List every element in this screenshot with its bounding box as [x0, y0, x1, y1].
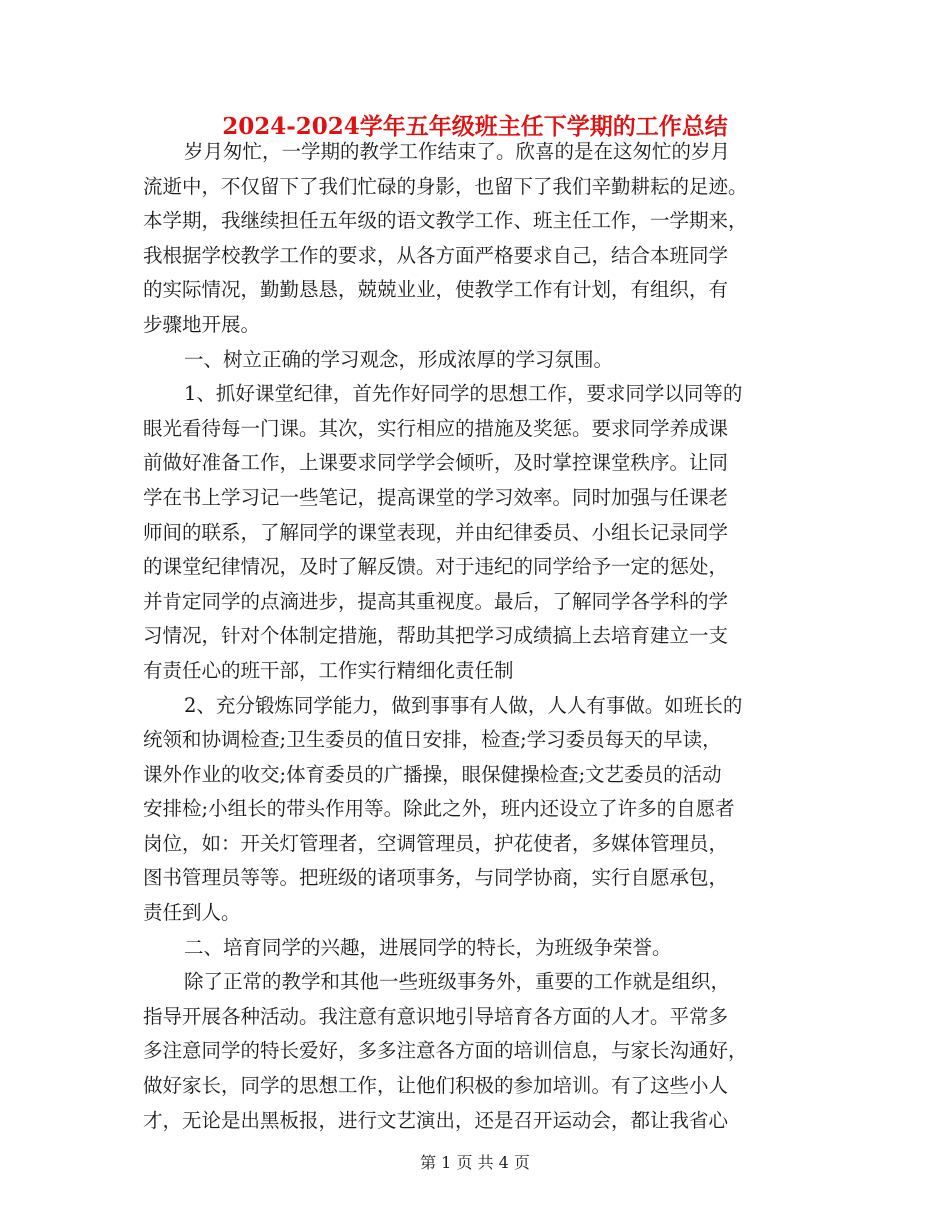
body-line: 指导开展各种活动。我注意有意识地引导培育各方面的人才。平常多	[143, 1004, 729, 1028]
section-heading: 一、树立正确的学习观念，形成浓厚的学习氛围。	[184, 347, 614, 371]
body-line: 1、抓好课堂纪律，首先作好同学的思想工作，要求同学以同等的	[184, 382, 743, 406]
body-line: 岁月匆忙，一学期的教学工作结束了。欣喜的是在这匆忙的岁月	[184, 140, 731, 163]
body-line: 多注意同学的特长爱好，多多注意各方面的培训信息，与家长沟通好，	[143, 1039, 748, 1063]
body-line: 课外作业的收交;体育委员的广播操，眼保健操检查;文艺委员的活动	[143, 762, 722, 786]
body-line: 本学期，我继续担任五年级的语文教学工作、班主任工作，一学期来，	[143, 209, 748, 233]
body-line: 责任到人。	[143, 901, 241, 925]
section-heading: 二、培育同学的兴趣，进展同学的特长，为班级争荣誉。	[184, 935, 672, 959]
document-body	[143, 135, 813, 1138]
document-title: 2024-2024学年五年级班主任下学期的工作总结	[222, 113, 728, 140]
body-line: 统领和协调检查;卫生委员的值日安排，检查;学习委员每天的早读，	[143, 728, 722, 752]
body-line: 我根据学校教学工作的要求，从各方面严格要求自己，结合本班同学	[143, 243, 729, 267]
body-line: 步骤地开展。	[143, 312, 261, 336]
body-line: 除了正常的教学和其他一些班级事务外，重要的工作就是组织，	[184, 970, 731, 994]
body-line: 习情况，针对个体制定措施，帮助其把学习成绩搞上去培育建立一支	[143, 624, 729, 648]
body-line: 图书管理员等等。把班级的诸项事务，与同学协商，实行自愿承包，	[143, 866, 729, 890]
body-line: 眼光看待每一门课。其次，实行相应的措施及奖惩。要求同学养成课	[143, 416, 729, 440]
page-number-footer: 第 1 页 共 4 页	[420, 1153, 530, 1172]
body-line: 的课堂纪律情况，及时了解反馈。对于违纪的同学给予一定的惩处，	[143, 555, 729, 579]
body-line: 才，无论是出黑板报，进行文艺演出，还是召开运动会，都让我省心	[143, 1108, 729, 1132]
body-line: 前做好准备工作，上课要求同学学会倾听，及时掌控课堂秩序。让同	[143, 451, 729, 475]
body-line: 安排检;小组长的带头作用等。除此之外，班内还设立了许多的自愿者	[143, 797, 735, 821]
body-line: 流逝中，不仅留下了我们忙碌的身影，也留下了我们辛勤耕耘的足迹。	[143, 174, 748, 198]
body-line: 师间的联系，了解同学的课堂表现，并由纪律委员、小组长记录同学	[143, 520, 729, 544]
body-line: 2、充分锻炼同学能力，做到事事有人做，人人有事做。如班长的	[184, 693, 743, 717]
body-line: 并肯定同学的点滴进步，提高其重视度。最后，了解同学各学科的学	[143, 589, 729, 613]
body-line: 有责任心的班干部，工作实行精细化责任制	[143, 658, 514, 682]
body-line: 的实际情况，勤勤恳恳，兢兢业业，使教学工作有计划，有组织，有	[143, 278, 729, 302]
body-line: 学在书上学习记一些笔记，提高课堂的学习效率。同时加强与任课老	[143, 485, 729, 509]
body-line: 岗位，如：开关灯管理者，空调管理员，护花使者，多媒体管理员，	[143, 831, 729, 855]
body-line: 做好家长，同学的思想工作，让他们积极的参加培训。有了这些小人	[143, 1074, 729, 1098]
